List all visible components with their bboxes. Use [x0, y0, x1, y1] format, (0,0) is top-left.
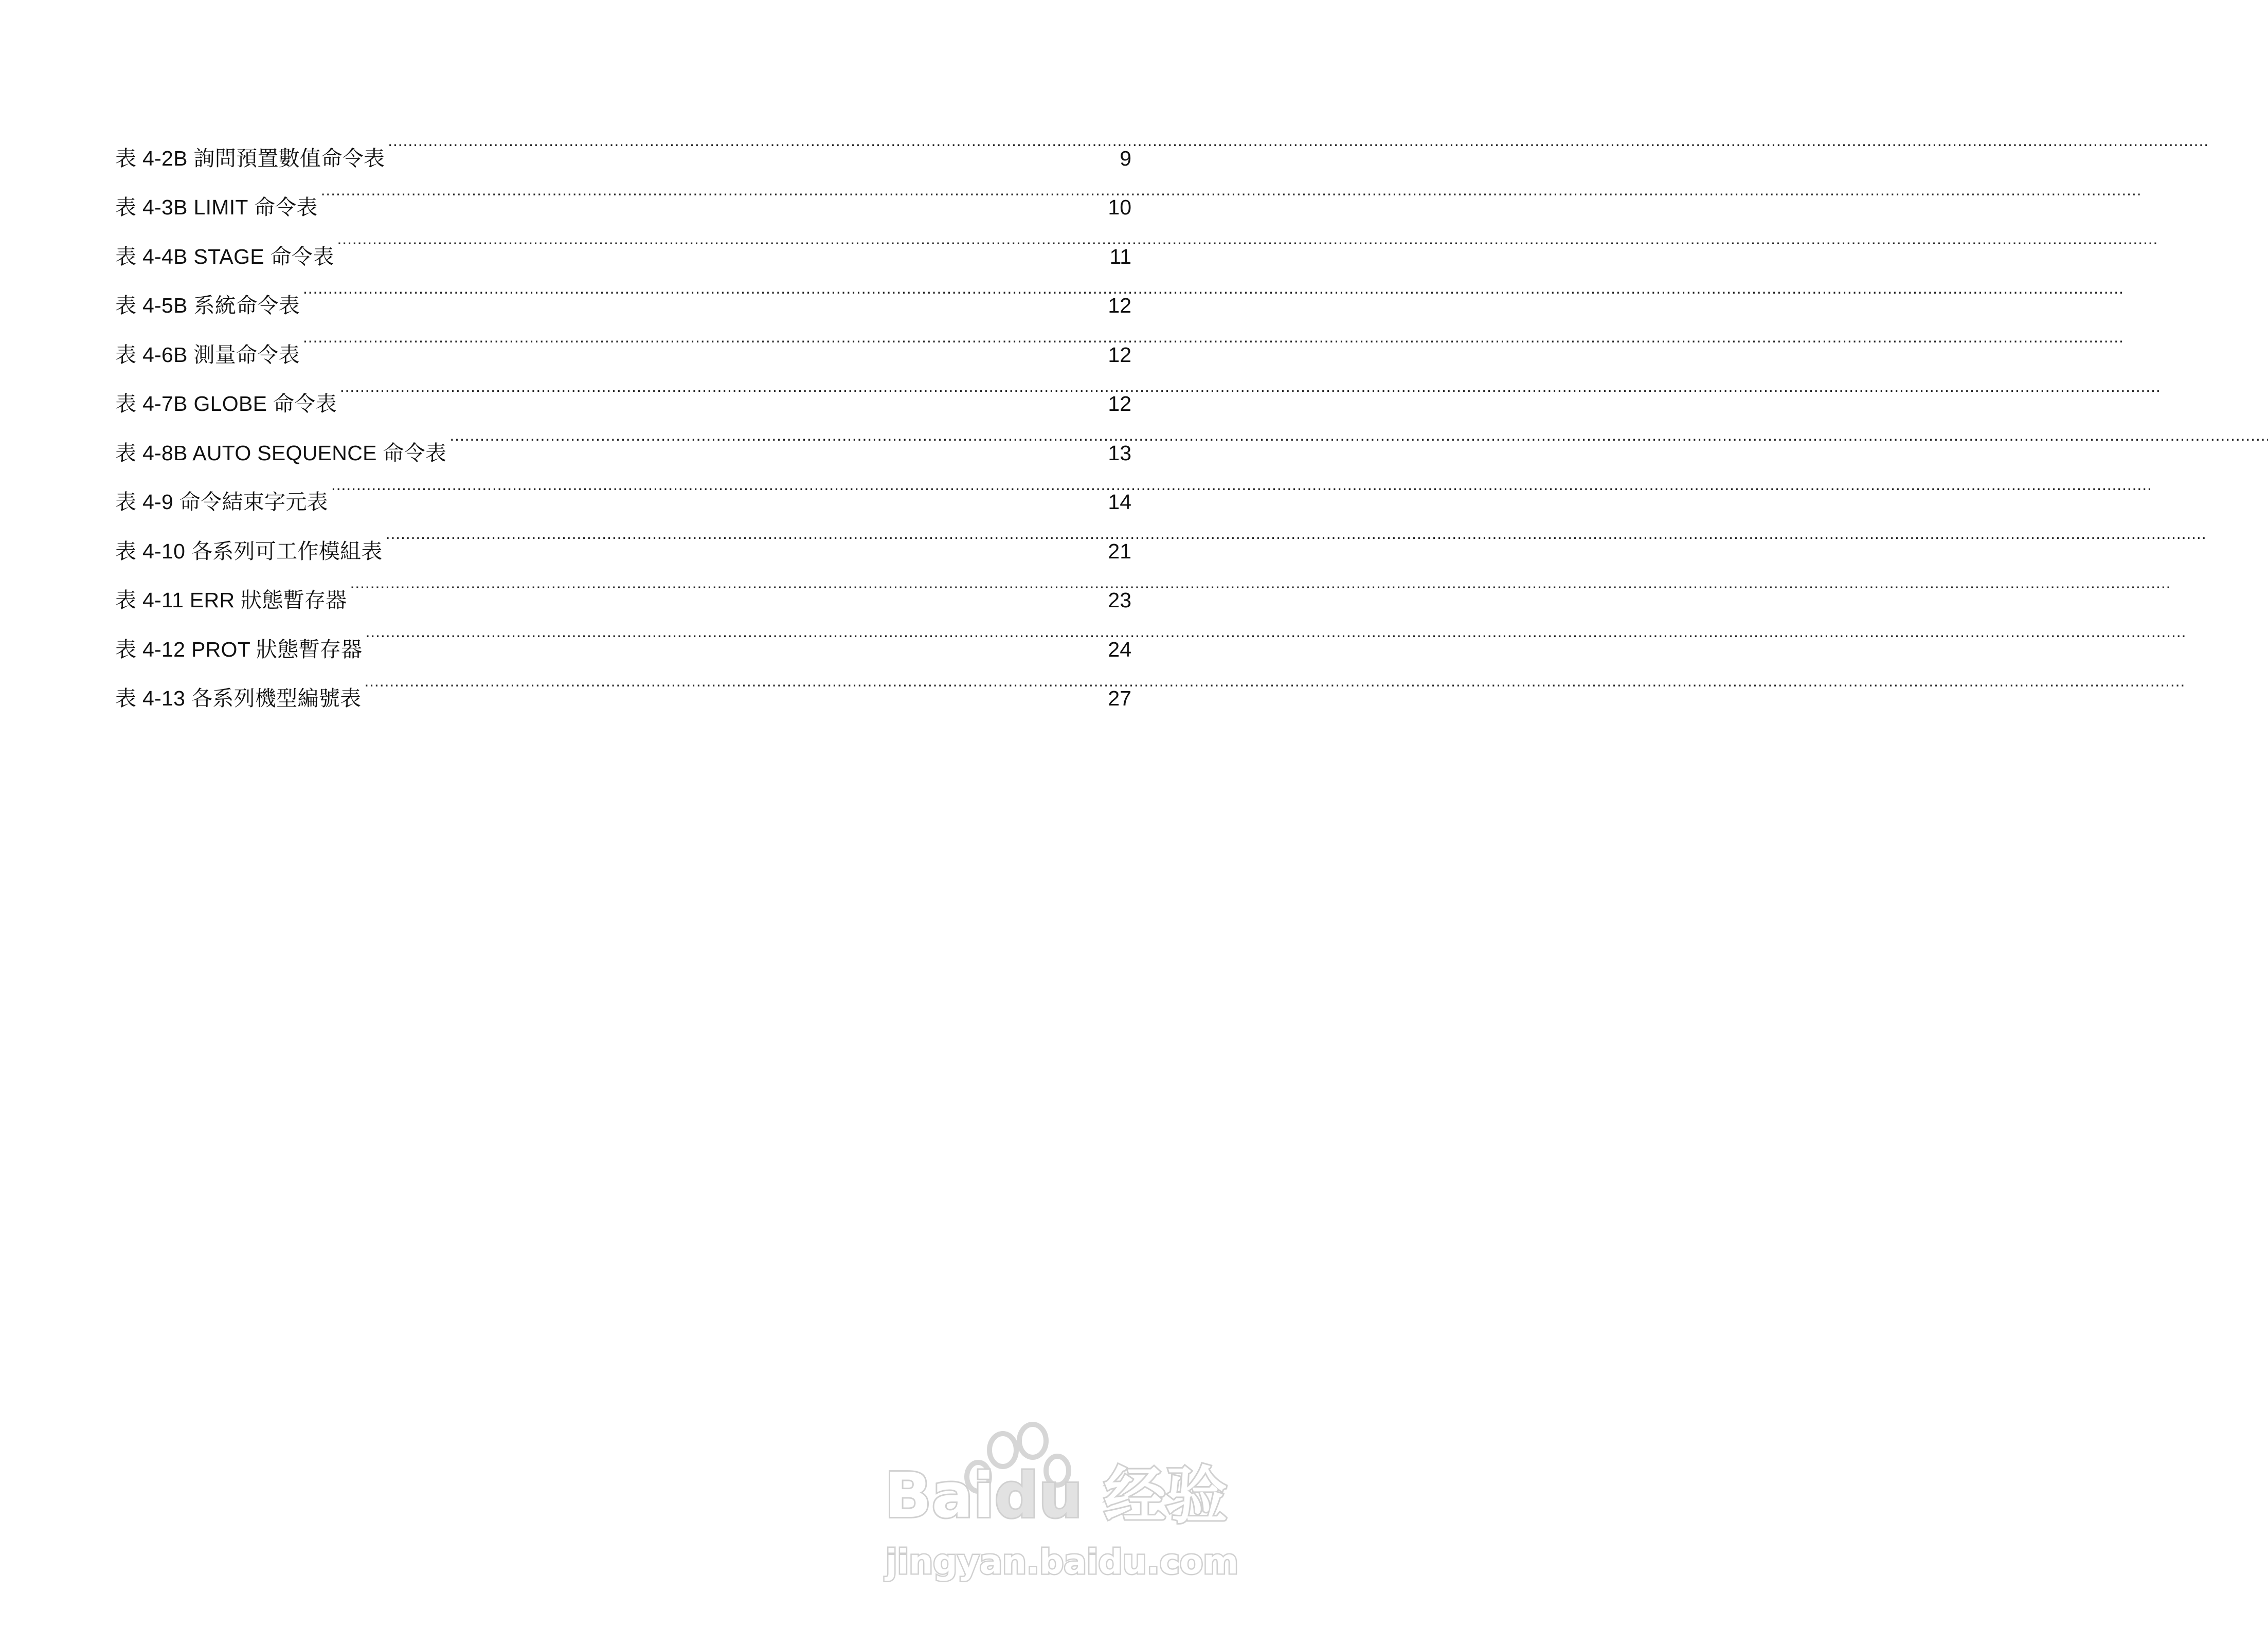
toc-entry-page: 12	[1108, 342, 1131, 367]
toc-entry-page: 13	[1108, 441, 1131, 465]
dot-leader	[386, 509, 1106, 558]
toc-entry-label: 表 4-7B GLOBE 命令表	[115, 392, 337, 415]
toc-entry-page: 12	[1108, 294, 1131, 317]
dot-leader	[337, 214, 1108, 264]
toc-entry-label: 表 4-3B LIMIT 命令表	[115, 195, 318, 219]
toc-entry-page: 21	[1108, 539, 1131, 563]
dot-leader	[340, 362, 1106, 411]
toc-entry-page: 23	[1108, 588, 1131, 612]
table-of-tables	[115, 116, 1131, 710]
toc-entry-label: 表 4-2B 詢問預置數值命令表	[115, 146, 385, 170]
toc-entry-label: 表 4-11 ERR 狀態暫存器	[115, 588, 347, 612]
dot-leader	[303, 264, 1106, 313]
baidu-jingyan-watermark	[874, 1419, 1239, 1594]
dot-leader	[365, 607, 1106, 657]
dot-leader	[350, 558, 1106, 608]
dot-leader	[331, 460, 1106, 510]
toc-entry-label: 表 4-12 PROT 狀態暫存器	[115, 637, 363, 661]
toc-entry-label: 表 4-9 命令結束字元表	[115, 490, 328, 514]
dot-leader	[321, 166, 1106, 215]
toc-entry-page: 27	[1108, 686, 1131, 710]
toc-entry-label: 表 4-6B 測量命令表	[115, 342, 300, 367]
dot-leader	[449, 411, 1106, 460]
dot-leader	[364, 657, 1106, 706]
dot-leader	[303, 313, 1106, 362]
toc-entry-page: 9	[1120, 146, 1131, 170]
toc-entry-page: 10	[1108, 195, 1131, 219]
toc-entry-page: 11	[1109, 244, 1131, 268]
toc-entry-page: 24	[1108, 637, 1131, 661]
toc-entry-label: 表 4-8B AUTO SEQUENCE 命令表	[115, 441, 447, 465]
toc-entry-label: 表 4-5B 系統命令表	[115, 294, 300, 317]
toc-entry-page: 12	[1108, 392, 1131, 415]
toc-entry-label: 表 4-13 各系列機型編號表	[115, 686, 362, 710]
toc-entry-page: 14	[1108, 490, 1131, 514]
watermark-url-text: jingyan.baidu.com	[886, 1542, 1239, 1582]
toc-entry[interactable]	[115, 116, 1131, 170]
baidu-paw-logo-icon	[874, 1419, 1239, 1594]
dot-leader	[388, 116, 1115, 166]
toc-entry-label: 表 4-10 各系列可工作模組表	[115, 539, 383, 563]
toc-entry-label: 表 4-4B STAGE 命令表	[115, 244, 334, 268]
watermark-brand-text: Baidu 经验	[885, 1460, 1228, 1532]
